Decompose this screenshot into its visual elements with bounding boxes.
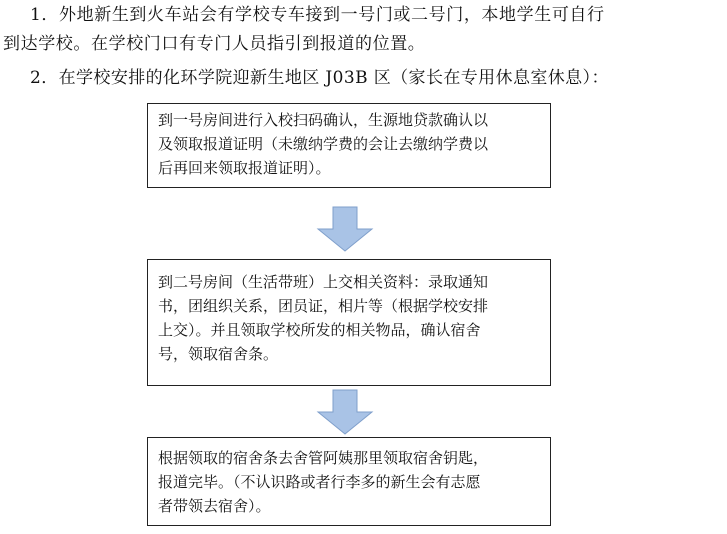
flow-step-1-box [147, 103, 551, 188]
flow-step-2-line-2: 书，团组织关系，团员证，相片等（根据学校安排 [158, 297, 489, 315]
flow-step-3-box [147, 437, 551, 526]
flow-step-2-line-3: 上交）。并且领取学校所发的相关物品，确认宿舍 [158, 321, 481, 339]
flow-step-3-line-1: 根据领取的宿舍条去舍管阿姨那里领取宿舍钥匙， [158, 449, 489, 467]
flow-step-1-line-2: 及领取报道证明（未缴纳学费的会让去缴纳学费以 [158, 135, 489, 153]
flow-step-2-line-1: 到二号房间（生活带班）上交相关资料：录取通知 [158, 273, 489, 291]
down-arrow-shape [318, 207, 372, 251]
flow-step-3-line-2: 报道完毕。（不认识路或者行李多的新生会有志愿 [158, 473, 481, 491]
paragraph-1-line-2: 到达学校。在学校门口有专门人员指引到报道的位置。 [3, 34, 426, 54]
flow-step-2-box [147, 259, 551, 386]
down-arrow-icon [316, 206, 374, 252]
flow-step-1-line-1: 到一号房间进行入校扫码确认，生源地贷款确认以 [158, 111, 489, 129]
flow-step-3-line-3: 者带领去宿舍）。 [158, 497, 271, 515]
paragraph-1-line-1: 1．外地新生到火车站会有学校专车接到一号门或二号门，本地学生可自行 [30, 5, 605, 25]
down-arrow-shape [318, 390, 372, 434]
flow-step-2-line-4: 号，领取宿舍条。 [158, 345, 279, 363]
paragraph-2: 2．在学校安排的化环学院迎新生地区 J03B 区（家长在专用休息室休息）： [30, 68, 609, 88]
flow-step-1-line-3: 后再回来领取报道证明）。 [158, 159, 331, 177]
down-arrow-icon [316, 389, 374, 435]
